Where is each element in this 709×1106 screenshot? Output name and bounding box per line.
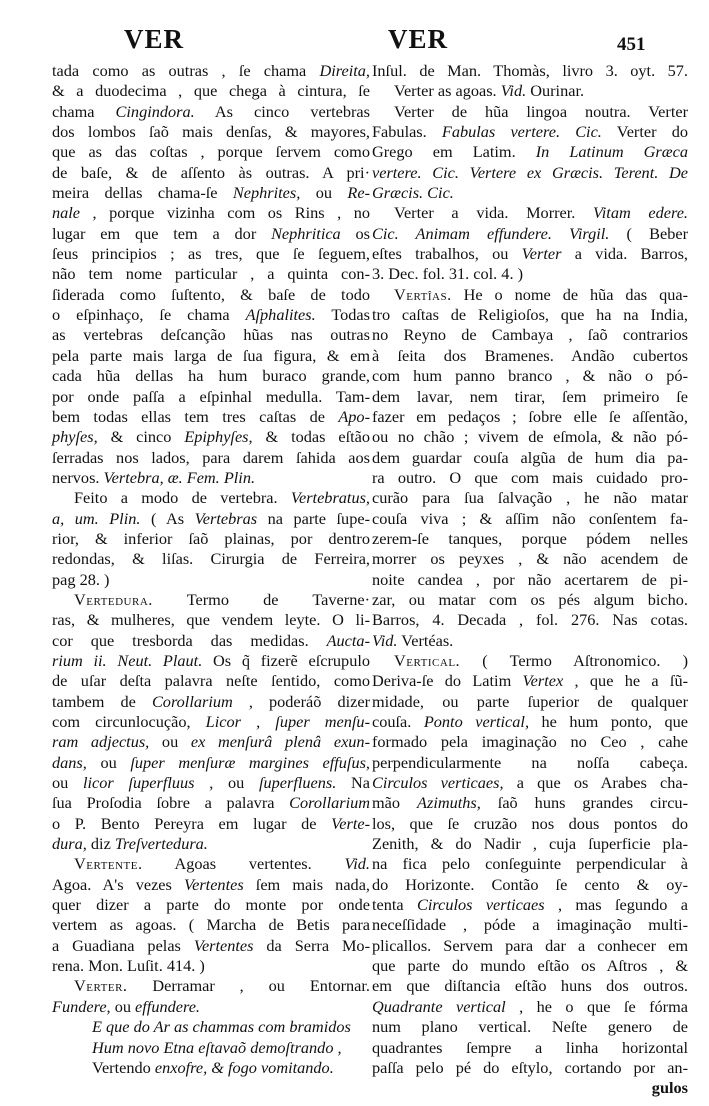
- text-line: [372, 244, 688, 264]
- text-line: [52, 468, 370, 488]
- text-line: [52, 163, 370, 183]
- text-run: mão: [372, 793, 418, 813]
- text-run: he hum ponto, que: [529, 712, 688, 731]
- text-run: , porque vizinha com os Rins , no: [80, 203, 370, 223]
- text-run: ſeus principios ; as tres, que ſe ſeguem,: [52, 244, 370, 264]
- text-run: ou no chão ; vivem de eſmola, & não pó-: [372, 427, 688, 447]
- text-line: [52, 854, 370, 874]
- text-run: fazer em pedaços ; ſobre elle ſe aſſentão,: [372, 406, 688, 426]
- text-run: Ourinar.: [526, 81, 585, 101]
- text-line: [372, 285, 688, 305]
- text-line: [372, 895, 688, 915]
- italic-text: Vitam edere.: [593, 203, 688, 223]
- text-run: rena. Mon. Luſit. 414. ): [52, 956, 205, 976]
- text-line: [372, 976, 688, 996]
- text-line: [52, 915, 370, 935]
- text-line: [372, 814, 688, 834]
- text-run: ou: [110, 996, 136, 1016]
- text-run: a que os Arabes cha-: [503, 773, 688, 793]
- entry-headword: Vertîas.: [394, 284, 452, 304]
- text-line: [52, 448, 370, 468]
- text-run: por onde paſſa a eſpinhal medulla. Tam-: [52, 386, 370, 406]
- text-line: [372, 651, 688, 671]
- italic-text: Corollarium: [289, 793, 370, 813]
- text-line: [52, 203, 370, 223]
- text-line: [52, 61, 370, 81]
- text-run: zerem-ſe tanques, porque pódem nelles: [372, 528, 688, 548]
- text-line: [372, 1017, 688, 1037]
- italic-text: Ponto vertical,: [423, 712, 530, 731]
- left-running-head: VER: [124, 24, 185, 54]
- italic-text: Azimuths,: [417, 793, 481, 813]
- entry-headword: Vertical.: [394, 650, 461, 670]
- italic-text: Vertentes: [193, 935, 254, 955]
- text-run: que as das coſtas , porque ſervem como: [52, 142, 370, 162]
- text-run: lugar em que tem a dor: [52, 223, 272, 243]
- italic-text: Direita,: [319, 61, 370, 80]
- text-run: a Guadiana pelas: [52, 935, 194, 955]
- text-line: [52, 590, 370, 610]
- italic-text: phyſes,: [52, 427, 98, 447]
- text-run: cor que tresborda das medidas.: [52, 630, 327, 650]
- text-run: Verter as agoas.: [394, 81, 501, 101]
- text-run: tro caſtas de Religioſos, que ha na India,: [372, 305, 688, 325]
- text-line: [52, 509, 370, 529]
- italic-text: In Latinum Græca: [535, 142, 688, 162]
- text-run: ( As: [140, 508, 195, 528]
- page-number: 451: [617, 34, 646, 55]
- italic-text: ſuper menſuræ margines effuſus,: [130, 752, 371, 772]
- text-line: [52, 976, 370, 996]
- text-line: [372, 1058, 688, 1078]
- text-line: [52, 671, 370, 691]
- text-run: formado pela imaginação no Ceo , cahe: [372, 732, 688, 752]
- text-line: [52, 732, 370, 752]
- text-run: cada hũa dellas ha hum buraco grande,: [52, 366, 370, 386]
- text-run: morrer os peyxes , & não acendem de: [372, 549, 688, 569]
- text-line: [52, 264, 370, 284]
- italic-text: licor ſuperfluus: [83, 773, 195, 793]
- text-line: [52, 712, 370, 732]
- text-run: da Serra Mo-: [253, 935, 370, 955]
- text-line: [52, 773, 370, 793]
- text-line: [372, 610, 688, 630]
- text-run: ſem mais nada,: [243, 874, 370, 894]
- text-run: ra outro. O que com mais cuidado pro-: [372, 467, 688, 487]
- text-line: [52, 81, 370, 101]
- text-line: [372, 366, 688, 386]
- text-run: que parte do mundo eſtão os Aſtros , &: [372, 956, 688, 976]
- text-line: [52, 305, 370, 325]
- text-line: [372, 122, 688, 142]
- italic-text: Epiphyſes,: [184, 427, 253, 447]
- text-line: [372, 875, 688, 895]
- text-run: diz: [86, 834, 115, 854]
- text-line: [372, 997, 688, 1017]
- text-run: o eſpinhaço, ſe chama: [52, 305, 246, 325]
- text-run: em que diſtancia eſtão huns dos outros.: [372, 976, 688, 996]
- text-line: [372, 305, 688, 325]
- text-run: vertem as agoas. ( Marcha de Betis para: [52, 915, 370, 935]
- text-run: do Horizonte. Contão ſe cento & oy-: [372, 874, 688, 894]
- text-line: [52, 936, 370, 956]
- text-line: [372, 590, 688, 610]
- text-line: [372, 468, 688, 488]
- text-run: tenta: [372, 895, 417, 915]
- text-run: ſaõ huns grandes circu-: [480, 793, 688, 813]
- italic-text: Circulos verticaes,: [372, 773, 504, 793]
- text-line: [52, 244, 370, 264]
- italic-text: ſuperfluens.: [258, 773, 337, 793]
- text-line: [372, 346, 688, 366]
- entry-headword: Verter.: [74, 976, 128, 996]
- text-run: & todas eſtão: [252, 427, 370, 447]
- text-run: chama: [52, 101, 116, 121]
- text-run: Vertendo: [92, 1057, 151, 1077]
- italic-text: Græcis. Cic.: [372, 183, 454, 203]
- text-line: [372, 956, 688, 976]
- text-line: [372, 549, 688, 569]
- text-run: Verter de hũa lingoa noutra. Verter: [394, 101, 688, 121]
- text-line: [372, 793, 688, 813]
- text-line: [52, 834, 370, 854]
- text-run: paſſa pelo pé do eſtylo, cortando por an-: [372, 1057, 688, 1077]
- italic-text: Treſvertedura.: [114, 834, 208, 854]
- text-run: ou: [86, 752, 131, 772]
- text-line: [52, 651, 370, 671]
- italic-text: ram adjectus,: [52, 732, 150, 752]
- italic-text: Corollarium: [151, 691, 233, 711]
- text-run: los, que ſe cruzão nos dous pontos do: [372, 813, 688, 833]
- text-line: [52, 366, 370, 386]
- text-run: quadrantes ſempre a linha horizontal: [372, 1037, 688, 1057]
- italic-text: Vertebras: [194, 508, 258, 528]
- text-line: [52, 895, 370, 915]
- text-line: [52, 346, 370, 366]
- text-run: couſa viva ; & aſſim não conſentem fa-: [372, 508, 688, 528]
- italic-text: rium ii. Neut. Plaut.: [52, 650, 203, 670]
- text-run: ( Termo Aſtronomico. ): [460, 650, 688, 670]
- text-line: [52, 325, 370, 345]
- italic-text: Nephritica: [271, 223, 341, 243]
- text-run: dem guardar couſa algũa de hum dia pa-: [372, 447, 688, 467]
- text-run: He o nome de hũa das qua-: [451, 284, 688, 304]
- text-run: Termo de Taverne·: [152, 589, 370, 609]
- italic-text: Vertebra, æ. Fem. Plin.: [103, 467, 256, 487]
- text-run: as vertebras deſcanção hũas nas outras: [52, 325, 370, 345]
- text-run: Deriva-ſe do Latim: [372, 671, 523, 691]
- italic-text: Fabulas vertere. Cic.: [441, 122, 602, 142]
- text-line: [372, 732, 688, 752]
- right-column: [372, 61, 688, 1099]
- text-line: [52, 814, 370, 834]
- italic-text: Circulos verticaes: [417, 895, 545, 915]
- text-run: & a duodecima , que chega à cintura, ſe: [52, 81, 370, 101]
- italic-text: Quadrante vertical: [372, 996, 506, 1016]
- text-line: [372, 854, 688, 874]
- text-run: Os q̃ fizerẽ eſcrupulo: [202, 650, 370, 670]
- italic-text: Aſphalites.: [245, 305, 316, 325]
- text-run: & cinco: [97, 427, 185, 447]
- text-line: [52, 875, 370, 895]
- text-line: [52, 285, 370, 305]
- text-run: Inſul. de Man. Thomàs, livro 3. oyt. 57.: [372, 61, 688, 80]
- text-run: , poderáõ dizer: [232, 691, 370, 711]
- text-line: [372, 692, 688, 712]
- italic-text: Vertebratus,: [290, 488, 370, 508]
- italic-text: Vid.: [372, 630, 398, 650]
- text-line: [372, 427, 688, 447]
- text-run: As cinco vertebras: [194, 101, 370, 121]
- text-run: ras, & mulheres, que vendem leyte. O li-: [52, 610, 370, 630]
- text-run: a vida. Barros,: [561, 244, 689, 264]
- text-run: , mas ſegundo a: [544, 895, 688, 915]
- italic-text: Vertex: [522, 671, 564, 691]
- italic-text: Hum novo Etna eſtavaõ demoſtrando ,: [92, 1037, 342, 1057]
- text-line: [52, 570, 370, 590]
- italic-text: dura,: [52, 834, 87, 854]
- text-run: curão para ſua ſalvação , he não matar: [372, 488, 688, 508]
- italic-text: E que do Ar as chammas com bramidos: [92, 1017, 351, 1037]
- text-run: 3. Dec. fol. 31. col. 4. ): [372, 264, 524, 284]
- text-line: [372, 325, 688, 345]
- text-line: [372, 387, 688, 407]
- text-run: Agoas vertentes.: [142, 854, 345, 874]
- text-line: [52, 387, 370, 407]
- text-run: quer dizer a parte do monte por onde: [52, 895, 370, 915]
- text-run: , ou: [194, 773, 259, 793]
- text-run: Verter do: [601, 122, 688, 142]
- text-line: [372, 142, 688, 162]
- text-run: pela parte mais larga de ſua figura, & em: [52, 345, 370, 365]
- text-line: [372, 407, 688, 427]
- text-line: [372, 163, 688, 183]
- text-run: Na: [336, 773, 371, 793]
- italic-text: Re-: [347, 183, 371, 203]
- text-run: couſa.: [372, 712, 424, 731]
- text-run: com hum panno branco , & não o pó-: [372, 366, 688, 386]
- text-line: [372, 448, 688, 468]
- text-line: [372, 915, 688, 935]
- italic-text: dans,: [52, 752, 87, 772]
- text-run: ſerradas nos lados, para darem ſahida aos: [52, 447, 370, 467]
- text-run: redondas, & liſas. Cirurgia de Ferreira,: [52, 549, 370, 569]
- text-run: ſua Proſodia ſobre a palavra: [52, 793, 290, 813]
- text-run: não tem nome particular , a quinta con-: [52, 264, 370, 284]
- text-run: ou: [149, 732, 191, 752]
- text-run: Feito a modo de vertebra.: [74, 488, 291, 508]
- text-line: [372, 671, 688, 691]
- text-run: meira dellas chama-ſe: [52, 183, 233, 203]
- text-line: [52, 610, 370, 630]
- entry-headword: Vertedura.: [74, 589, 153, 609]
- italic-text: Vertentes: [183, 874, 244, 894]
- text-line: [52, 1038, 370, 1058]
- catchword: gulos: [651, 1078, 688, 1098]
- text-line: [372, 834, 688, 854]
- text-line: [52, 793, 370, 813]
- text-run: , que he a ſũ-: [563, 671, 689, 691]
- text-line: [52, 997, 370, 1017]
- entry-headword: Vertente.: [74, 854, 143, 874]
- text-run: ou: [52, 773, 83, 793]
- text-line: [372, 529, 688, 549]
- text-run: num plano vertical. Neſte genero de: [372, 1017, 688, 1037]
- text-run: de baſe, & de aſſento às outras. A pri·: [52, 162, 370, 182]
- text-line: [372, 183, 688, 203]
- text-run: dem lavar, nem tirar, ſem primeiro ſe: [372, 386, 688, 406]
- italic-text: effundere.: [135, 996, 200, 1016]
- text-line: [52, 1017, 370, 1037]
- text-run: ou: [300, 183, 348, 203]
- text-run: o P. Bento Pereyra em lugar de: [52, 813, 332, 833]
- text-line: [372, 264, 688, 284]
- text-run: zar, ou matar com os pés algum bicho.: [372, 589, 688, 609]
- text-run: tada como as outras , ſe chama: [52, 61, 320, 80]
- text-run: neceſſidade , póde a imaginação multi-: [372, 915, 688, 935]
- italic-text: Licor , ſuper menſu-: [205, 712, 370, 731]
- italic-text: Verte-: [331, 813, 370, 833]
- text-line: [372, 61, 688, 81]
- text-run: nervos.: [52, 467, 104, 487]
- text-run: Verter a vida. Morrer.: [394, 203, 594, 223]
- italic-text: Aucta-: [326, 630, 370, 650]
- text-run: tambem de: [52, 691, 152, 711]
- text-line: [52, 102, 370, 122]
- text-line: [52, 549, 370, 569]
- text-line: [52, 407, 370, 427]
- text-run: ſiderada como ſuſtento, & baſe de todo: [52, 284, 370, 304]
- text-run: Derramar , ou Entornar.: [127, 976, 370, 996]
- text-run: bem todas ellas tem tres caſtas de: [52, 406, 339, 426]
- text-line: [52, 427, 370, 447]
- text-run: de uſar deſta palavra neſte ſentido, como: [52, 671, 370, 691]
- text-line: [52, 122, 370, 142]
- text-run: eſtes trabalhos, ou: [372, 244, 522, 264]
- text-line: [372, 570, 688, 590]
- text-run: ( Beber: [609, 223, 689, 243]
- text-run: com circunlocução,: [52, 712, 206, 731]
- text-run: , he o que ſe fórma: [505, 996, 688, 1016]
- italic-text: nale: [52, 203, 81, 223]
- text-line: [372, 488, 688, 508]
- text-run: na fica pelo conſeguinte perpendicular à: [372, 854, 688, 874]
- text-line: [372, 224, 688, 244]
- text-line: [372, 102, 688, 122]
- italic-text: Nephrites,: [232, 183, 301, 203]
- italic-text: Verter: [521, 244, 562, 264]
- text-run: Vertéas.: [397, 630, 454, 650]
- text-line: [52, 956, 370, 976]
- text-run: na parte ſupe-: [257, 508, 370, 528]
- text-line: [372, 203, 688, 223]
- text-line: [52, 142, 370, 162]
- text-line: [52, 631, 370, 651]
- text-run: à ſeita dos Bramenes. Andão cubertos: [372, 345, 688, 365]
- text-line: [52, 183, 370, 203]
- italic-text: a, um. Plin.: [52, 508, 141, 528]
- text-line: [372, 773, 688, 793]
- text-run: Grego em Latim.: [372, 142, 536, 162]
- italic-text: Vid.: [500, 81, 527, 101]
- text-line: [372, 936, 688, 956]
- text-line: [372, 509, 688, 529]
- text-run: Zenith, & do Nadir , cuja ſuperficie pla-: [372, 834, 688, 854]
- text-line: [372, 631, 688, 651]
- left-column: [52, 61, 370, 1078]
- italic-text: Vid.: [344, 854, 370, 874]
- italic-text: vertere. Cic. Vertere ex Græcis. Terent. De: [372, 162, 688, 182]
- text-line: [52, 529, 370, 549]
- text-line: [372, 1038, 688, 1058]
- text-run: Todas: [315, 305, 370, 325]
- right-running-head: VER: [388, 24, 449, 54]
- text-run: Barros, 4. Decada , fol. 276. Nas cotas.: [372, 610, 688, 630]
- text-line: [52, 692, 370, 712]
- text-line: [52, 753, 370, 773]
- text-line: [372, 81, 688, 101]
- text-line: [52, 488, 370, 508]
- italic-text: Cic. Animam effundere. Virgil.: [372, 223, 610, 243]
- text-run: noite candea , por não acertarem de pi-: [372, 569, 688, 589]
- text-line: [372, 753, 688, 773]
- text-run: Fabulas.: [372, 122, 442, 142]
- italic-text: Apo-: [338, 406, 370, 426]
- text-run: midade, ou parte ſuperior de qualquer: [372, 691, 688, 711]
- text-line: [52, 1058, 370, 1078]
- text-run: os: [340, 223, 370, 243]
- italic-text: Cingindora.: [115, 101, 195, 121]
- text-run: pag 28. ): [52, 569, 110, 589]
- text-run: rior, & inferior ſaõ plainas, por dentro: [52, 528, 370, 548]
- text-run: Agoa. A's vezes: [52, 874, 184, 894]
- text-run: plicallos. Servem para dar a conhecer em: [372, 935, 688, 955]
- text-run: perpendicularmente na noſſa cabeça.: [372, 752, 688, 772]
- text-line: [52, 224, 370, 244]
- italic-text: ex menſurâ plenâ exun-: [190, 732, 370, 752]
- text-run: no Reyno de Cambaya , ſaõ contrarios: [372, 325, 688, 345]
- italic-text: enxofre, & fogo vomitando.: [150, 1057, 334, 1077]
- italic-text: Fundere,: [52, 996, 111, 1016]
- text-run: dos lombos ſaõ mais denſas, & mayores,: [52, 122, 370, 142]
- text-line: [372, 712, 688, 732]
